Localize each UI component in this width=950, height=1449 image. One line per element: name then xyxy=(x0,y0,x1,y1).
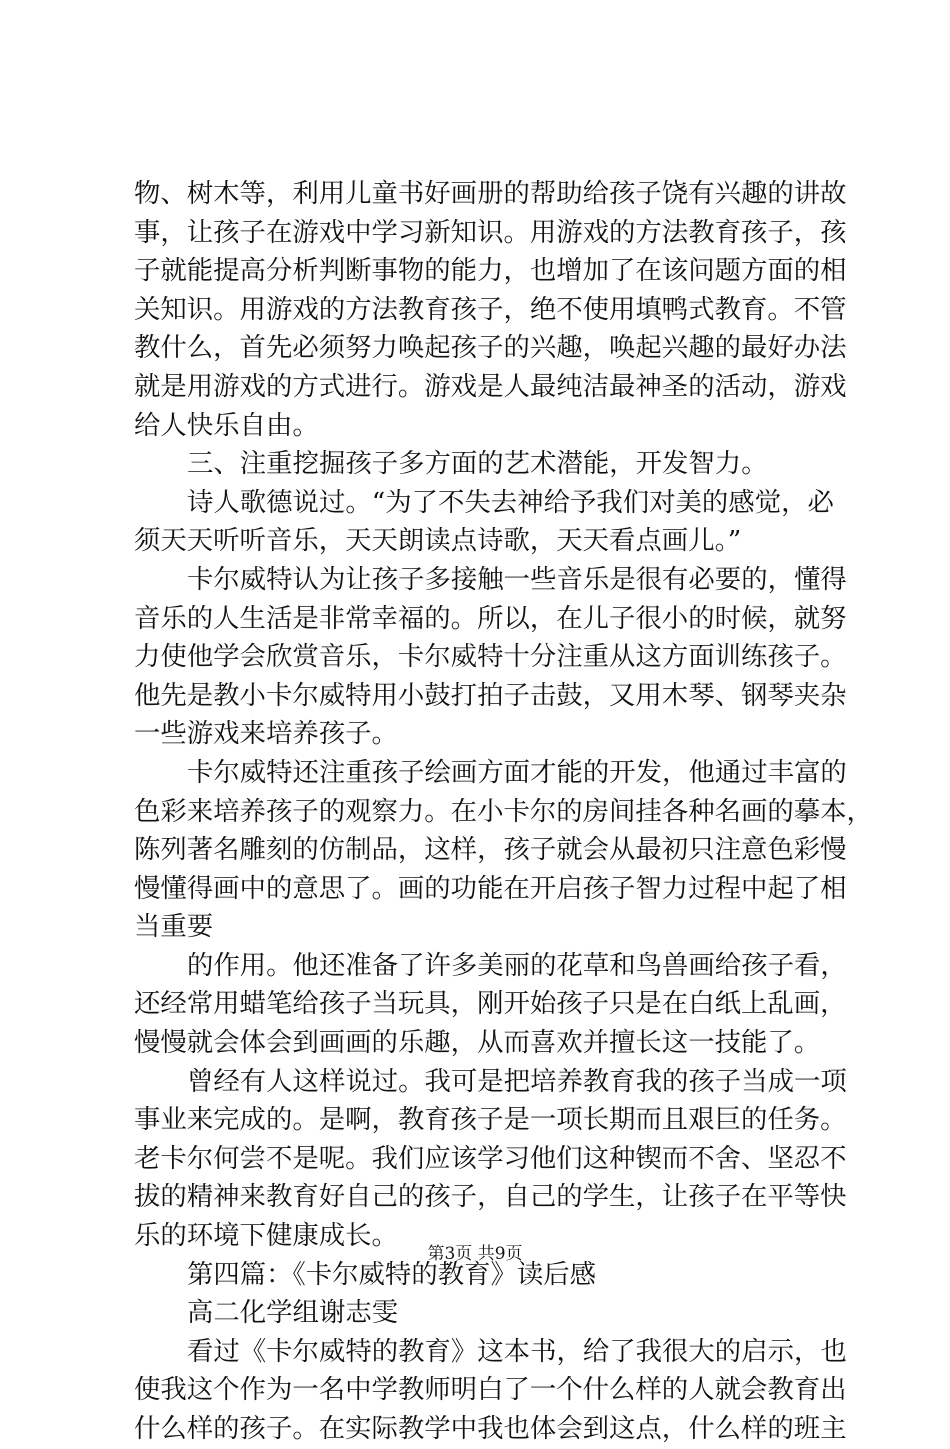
text-line: 还经常用蜡笔给孩子当玩具，刚开始孩子只是在白纸上乱画， xyxy=(134,988,847,1020)
text-line: 关知识。用游戏的方法教育孩子，绝不使用填鸭式教育。不管 xyxy=(134,293,847,325)
text-line: 事，让孩子在游戏中学习新知识。用游戏的方法教育孩子，孩 xyxy=(134,216,847,248)
text-line: 须天天听听音乐，天天朗读点诗歌，天天看点画儿。” xyxy=(134,525,742,557)
text-line: 诗人歌德说过。“为了不失去神给予我们对美的感觉，必 xyxy=(187,486,834,518)
text-line: 老卡尔何尝不是呢。我们应该学习他们这种锲而不舍、坚忍不 xyxy=(134,1142,847,1174)
text-line: 三、注重挖掘孩子多方面的艺术潜能，开发智力。 xyxy=(187,448,768,480)
text-line: 卡尔威特还注重孩子绘画方面才能的开发，他通过丰富的 xyxy=(187,756,847,788)
text-line: 卡尔威特认为让孩子多接触一些音乐是很有必要的，懂得 xyxy=(187,563,847,595)
text-line: 慢慢就会体会到画画的乐趣，从而喜欢并擅长这一技能了。 xyxy=(134,1027,821,1059)
text-line: 什么样的孩子。在实际教学中我也体会到这点，什么样的班主 xyxy=(134,1413,847,1444)
text-line: 一些游戏来培养孩子。 xyxy=(134,718,398,750)
text-line: 乐的环境下健康成长。 xyxy=(134,1220,398,1252)
text-line: 给人快乐自由。 xyxy=(134,409,319,441)
text-line: 就是用游戏的方式进行。游戏是人最纯洁最神圣的活动，游戏 xyxy=(134,370,847,402)
text-line: 曾经有人这样说过。我可是把培养教育我的孩子当成一项 xyxy=(187,1065,847,1097)
text-line: 事业来完成的。是啊，教育孩子是一项长期而且艰巨的任务。 xyxy=(134,1104,847,1136)
text-line: 当重要 xyxy=(134,911,214,943)
text-line: 使我这个作为一名中学教师明白了一个什么样的人就会教育出 xyxy=(134,1374,847,1406)
text-line: 物、树木等，利用儿童书好画册的帮助给孩子饶有兴趣的讲故 xyxy=(134,178,847,209)
text-line: 第四篇：《卡尔威特的教育》读后感 xyxy=(187,1258,597,1290)
text-line: 他先是教小卡尔威特用小鼓打拍子击鼓，又用木琴、钢琴夹杂 xyxy=(134,679,847,711)
text-line: 高二化学组谢志雯 xyxy=(187,1297,399,1329)
text-line: 力使他学会欣赏音乐，卡尔威特十分注重从这方面训练孩子。 xyxy=(134,641,847,673)
text-line: 陈列著名雕刻的仿制品，这样，孩子就会从最初只注意色彩慢 xyxy=(134,834,847,866)
text-line: 慢懂得画中的意思了。画的功能在开启孩子智力过程中起了相 xyxy=(134,872,847,904)
text-line: 音乐的人生活是非常幸福的。所以，在儿子很小的时候，就努 xyxy=(134,602,847,634)
text-line: 的作用。他还准备了许多美丽的花草和鸟兽画给孩子看， xyxy=(187,949,847,981)
page-footer: 第3页 共9页 xyxy=(427,1244,523,1264)
text-line: 色彩来培养孩子的观察力。在小卡尔的房间挂各种名画的摹本， xyxy=(134,795,873,827)
text-line: 拔的精神来教育好自己的孩子，自己的学生，让孩子在平等快 xyxy=(134,1181,847,1213)
text-line: 看过《卡尔威特的教育》这本书，给了我很大的启示，也 xyxy=(187,1335,847,1367)
text-line: 教什么，首先必须努力唤起孩子的兴趣，唤起兴趣的最好办法 xyxy=(134,332,847,364)
text-line: 子就能提高分析判断事物的能力，也增加了在该问题方面的相 xyxy=(134,255,847,287)
